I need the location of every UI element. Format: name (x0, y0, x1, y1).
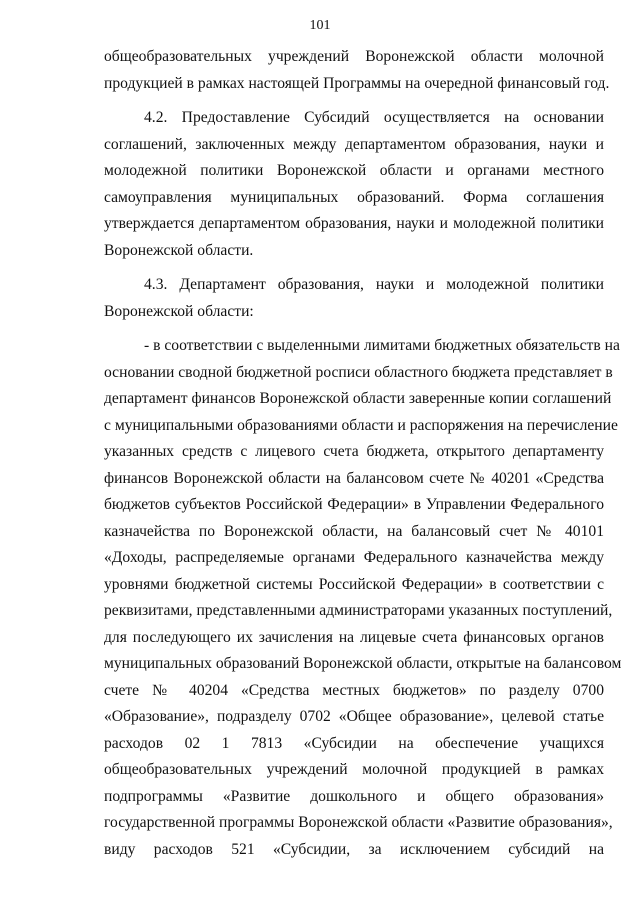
text-line: указанных средств с лицевого счета бюджета, открытого департаменту (104, 443, 604, 460)
text-line: - в соответствии с выделенными лимитами бюджетных обязательств на (144, 337, 620, 354)
text-line: «Доходы, распределяемые органами Федерального казначейства между (104, 549, 604, 566)
text-line: муниципальных образований Воронежской области, открытые на балансовом (104, 655, 622, 672)
text-line: реквизитами, представленными администраторами указанных поступлений, (104, 602, 613, 619)
text-line: виду расходов 521 «Субсидии, за исключением субсидий на (104, 840, 604, 858)
text-line: общеобразовательных учреждений молочной продукцией в рамках (104, 761, 604, 778)
text-line: расходов 02 1 7813 «Субсидии на обеспечение учащихся (104, 734, 604, 752)
text-line: 4.2. Предоставление Субсидий осуществляется на основании (144, 109, 604, 126)
text-line: государственной программы Воронежской области «Развитие образования», (104, 814, 613, 831)
text-line: продукцией в рамках настоящей Программы на очередной финансовый год. (104, 74, 610, 92)
text-line: Воронежской области: (104, 302, 254, 320)
text-line: общеобразовательных учреждений Воронежской области молочной (104, 48, 604, 65)
document-body (104, 44, 622, 863)
page-number: 101 (309, 18, 331, 33)
text-line: подпрограммы «Развитие дошкольного и общего образования» (104, 787, 604, 805)
text-line: с муниципальными образованиями области и распоряжения на перечисление (104, 416, 618, 434)
text-line: соглашений, заключенных между департаментом образования, науки и (104, 135, 604, 153)
paragraph-4-3 (104, 272, 604, 325)
paragraph-4-2 (104, 105, 604, 264)
text-line: утверждается департаментом образования, науки и молодежной политики (104, 215, 604, 232)
text-line: Воронежской области. (104, 241, 254, 259)
paragraph-list-item (104, 333, 622, 863)
text-line: основании сводной бюджетной росписи областного бюджета представляет в (104, 363, 613, 381)
text-line: бюджетов субъектов Российской Федерации» в Управлении Федерального (104, 496, 604, 513)
text-line: департамент финансов Воронежской области заверенные копии соглашений (104, 390, 612, 407)
text-line: финансов Воронежской области на балансовом счете № 40201 «Средства (104, 469, 604, 487)
paragraph-continuation (104, 44, 610, 97)
text-line: самоуправления муниципальных образований. Форма соглашения (104, 188, 604, 206)
text-line: молодежной политики Воронежской области и органами местного (104, 162, 604, 179)
text-line: счете № 40204 «Средства местных бюджетов» по разделу 0700 (104, 681, 604, 699)
text-line: казначейства по Воронежской области, на балансовый счет № 40101 (104, 522, 604, 540)
text-line: уровнями бюджетной системы Российской Федерации» в соответствии с (104, 575, 604, 593)
text-line: 4.3. Департамент образования, науки и молодежной политики (144, 276, 604, 293)
text-line: для последующего их зачисления на лицевые счета финансовых органов (104, 628, 604, 646)
text-line: «Образование», подразделу 0702 «Общее образование», целевой статье (104, 708, 604, 725)
